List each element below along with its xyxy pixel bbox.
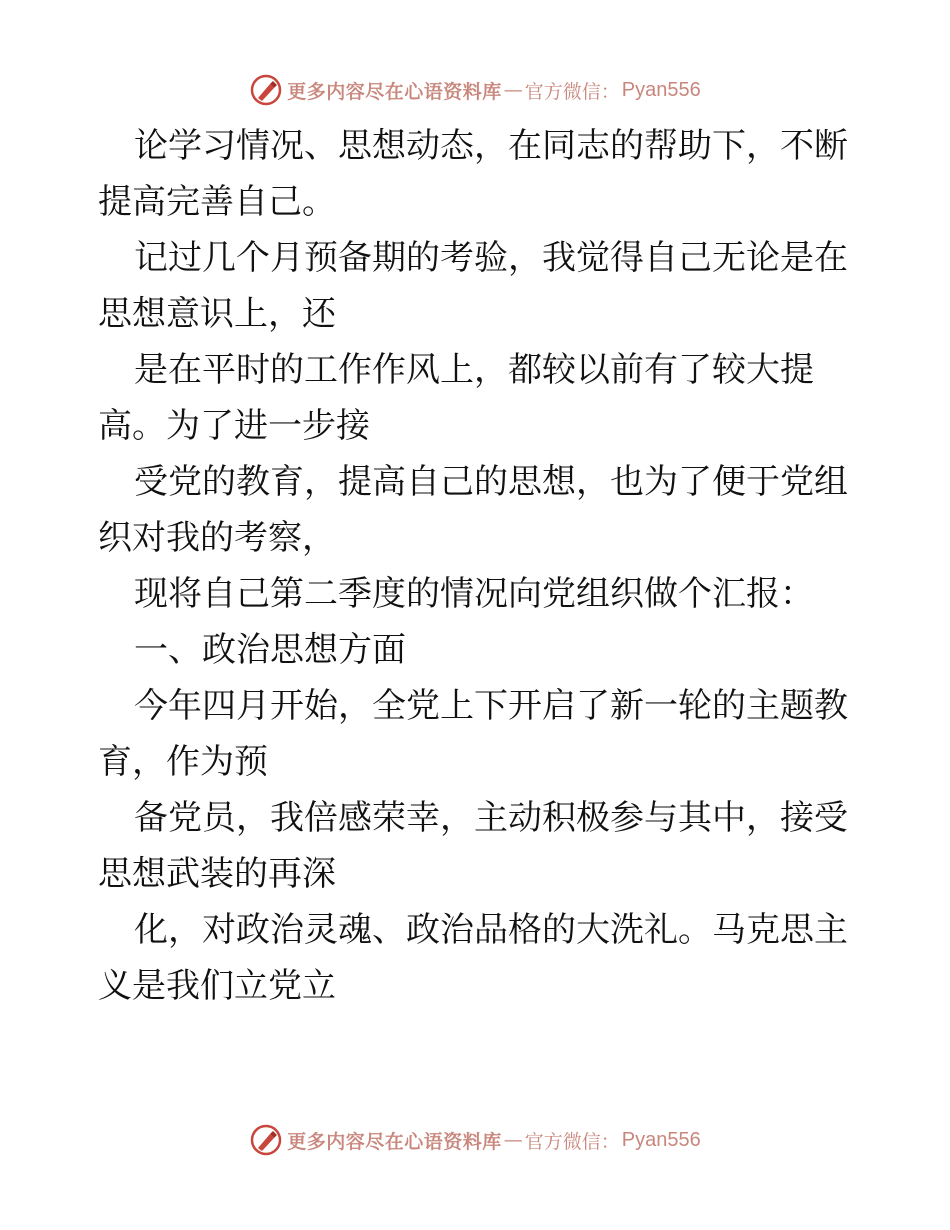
- text-line: 育，作为预: [98, 742, 268, 782]
- text-line: 高。为了进一步接: [98, 406, 370, 446]
- footer-banner-text: 更多内容尽在心语资料库: [287, 1130, 502, 1153]
- header-banner-text: 更多内容尽在心语资料库: [287, 80, 502, 103]
- section-heading: 一、政治思想方面: [134, 630, 406, 670]
- text-line: 论学习情况、思想动态，在同志的帮助下，不断: [134, 126, 848, 166]
- pen-logo-icon: [249, 1123, 283, 1157]
- text-line: 化，对政治灵魂、政治品格的大洗礼。马克思主: [134, 910, 848, 950]
- text-line: 织对我的考察，: [98, 518, 336, 558]
- pen-logo-icon: [249, 73, 283, 107]
- header-banner-separator: —: [503, 79, 523, 101]
- text-line: 今年四月开始，全党上下开启了新一轮的主题教: [134, 686, 848, 726]
- header-banner: [0, 70, 950, 110]
- footer-banner-separator: —: [503, 1129, 523, 1151]
- document-body: [98, 118, 858, 1014]
- text-line: 是在平时的工作作风上，都较以前有了较大提: [134, 350, 814, 390]
- text-line: 义是我们立党立: [98, 966, 336, 1006]
- header-wechat-label: 官方微信：: [524, 80, 620, 103]
- text-line: 受党的教育，提高自己的思想，也为了便于党组: [134, 462, 848, 502]
- text-line: 备党员，我倍感荣幸，主动积极参与其中，接受: [134, 798, 848, 838]
- text-line: 记过几个月预备期的考验，我觉得自己无论是在: [134, 238, 848, 278]
- footer-wechat-label: 官方微信：: [524, 1130, 620, 1153]
- header-wechat-id: Pyan556: [621, 78, 701, 101]
- text-line: 思想武装的再深: [98, 854, 336, 894]
- text-line: 思想意识上，还: [98, 294, 336, 334]
- text-line: 提高完善自己。: [98, 182, 336, 222]
- footer-wechat-id: Pyan556: [621, 1128, 701, 1151]
- text-line: 现将自己第二季度的情况向党组织做个汇报：: [134, 574, 814, 614]
- footer-banner: [0, 1120, 950, 1160]
